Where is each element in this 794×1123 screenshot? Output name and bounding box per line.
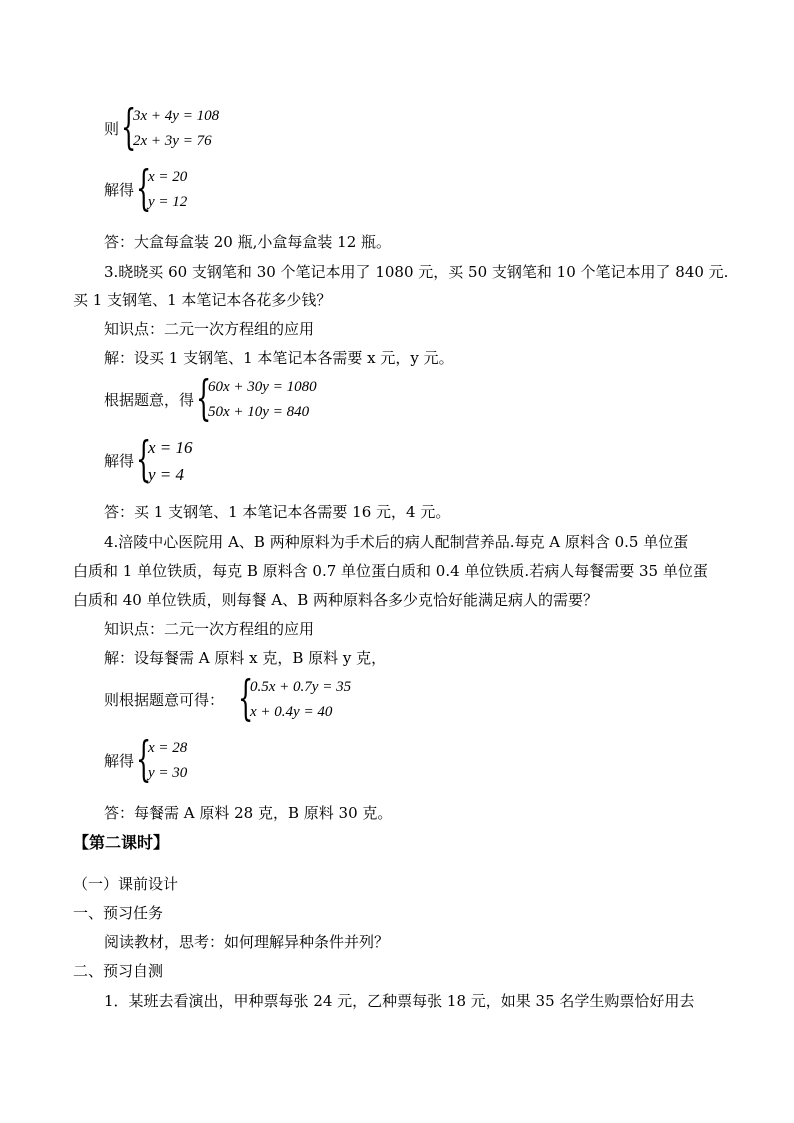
equation-system-solution-3 [104,431,193,488]
equation-1: x = 16 [148,438,193,457]
equation-system-solution-4 [104,731,188,787]
preview-task-text: 阅读教材，思考：如何理解异种条件并列？ [104,933,390,951]
equation-system-solution-1 [104,160,188,216]
equation-2: 2x + 3y = 76 [133,133,212,149]
left-brace: { [136,431,152,487]
equation-system-4 [104,670,352,726]
solution-3-intro: 解：设买 1 支钢笔、1 本笔记本各需要 x 元，y 元。 [104,349,454,367]
equation-2: y = 30 [148,765,188,781]
equation-system-3 [104,370,317,426]
lesson-heading: 【第二课时】 [73,833,170,852]
question-4-line-1: 4.涪陵中心医院用 A、B 两种原料为手术后的病人配制营养品.每克 A 原料含 0.5 单位蛋 [104,533,689,551]
equation-1: 60x + 30y = 1080 [208,379,317,395]
left-brace: { [121,99,137,155]
system-label: 根据题意，得 [104,391,195,409]
equation-2: 50x + 10y = 840 [208,404,310,420]
answer-1: 答：大盒每盒装 20 瓶,小盒每盒装 12 瓶。 [104,233,392,251]
equation-1: 0.5x + 0.7y = 35 [250,679,352,695]
question-4-line-2: 白质和 1 单位铁质，每克 B 原料含 0.7 单位蛋白质和 0.4 单位铁质.若病人每餐需要 35 单位蛋 [73,562,708,580]
equation-system-given [104,99,220,155]
equation-1: 3x + 4y = 108 [133,108,220,124]
system-label: 则根据题意可得： [104,691,225,709]
equation-1: x = 20 [148,169,188,185]
system-label: 解得 [104,181,135,199]
question-3-line-1: 3.晓晓买 60 支钢笔和 30 个笔记本用了 1080 元，买 50 支钢笔和 10 个笔记本用了 840 元. [104,263,729,281]
self-test-question-1: 1．某班去看演出，甲种票每张 24 元，乙种票每张 18 元，如果 35 名学生购票恰好用去 [104,992,695,1010]
section-self-test: 二、预习自测 [73,962,164,980]
equation-2: y = 4 [148,465,185,484]
section-preview-task: 一、预习任务 [73,904,164,922]
section-pre-class-design: （一）课前设计 [73,875,179,893]
solution-4-intro: 解：设每餐需 A 原料 x 克，B 原料 y 克， [104,649,387,667]
left-brace: { [238,670,254,726]
equation-2: y = 12 [148,194,188,210]
left-brace: { [136,731,152,787]
left-brace: { [136,160,152,216]
left-brace: { [196,370,212,426]
knowledge-point-4: 知识点：二元一次方程组的应用 [104,620,315,638]
knowledge-point-3: 知识点：二元一次方程组的应用 [104,320,315,338]
answer-4: 答：每餐需 A 原料 28 克，B 原料 30 克。 [104,804,393,822]
equation-1: x = 28 [148,740,188,756]
answer-3: 答：买 1 支钢笔、1 本笔记本各需要 16 元，4 元。 [104,503,451,521]
question-4-line-3: 白质和 40 单位铁质，则每餐 A、B 两种原料各多少克恰好能满足病人的需要？ [73,591,599,609]
equation-2: x + 0.4y = 40 [250,704,333,720]
system-label: 解得 [104,752,135,770]
system-label: 则 [104,120,120,138]
system-label: 解得 [104,452,135,470]
question-3-line-2: 买 1 支钢笔、1 本笔记本各花多少钱？ [73,291,332,309]
